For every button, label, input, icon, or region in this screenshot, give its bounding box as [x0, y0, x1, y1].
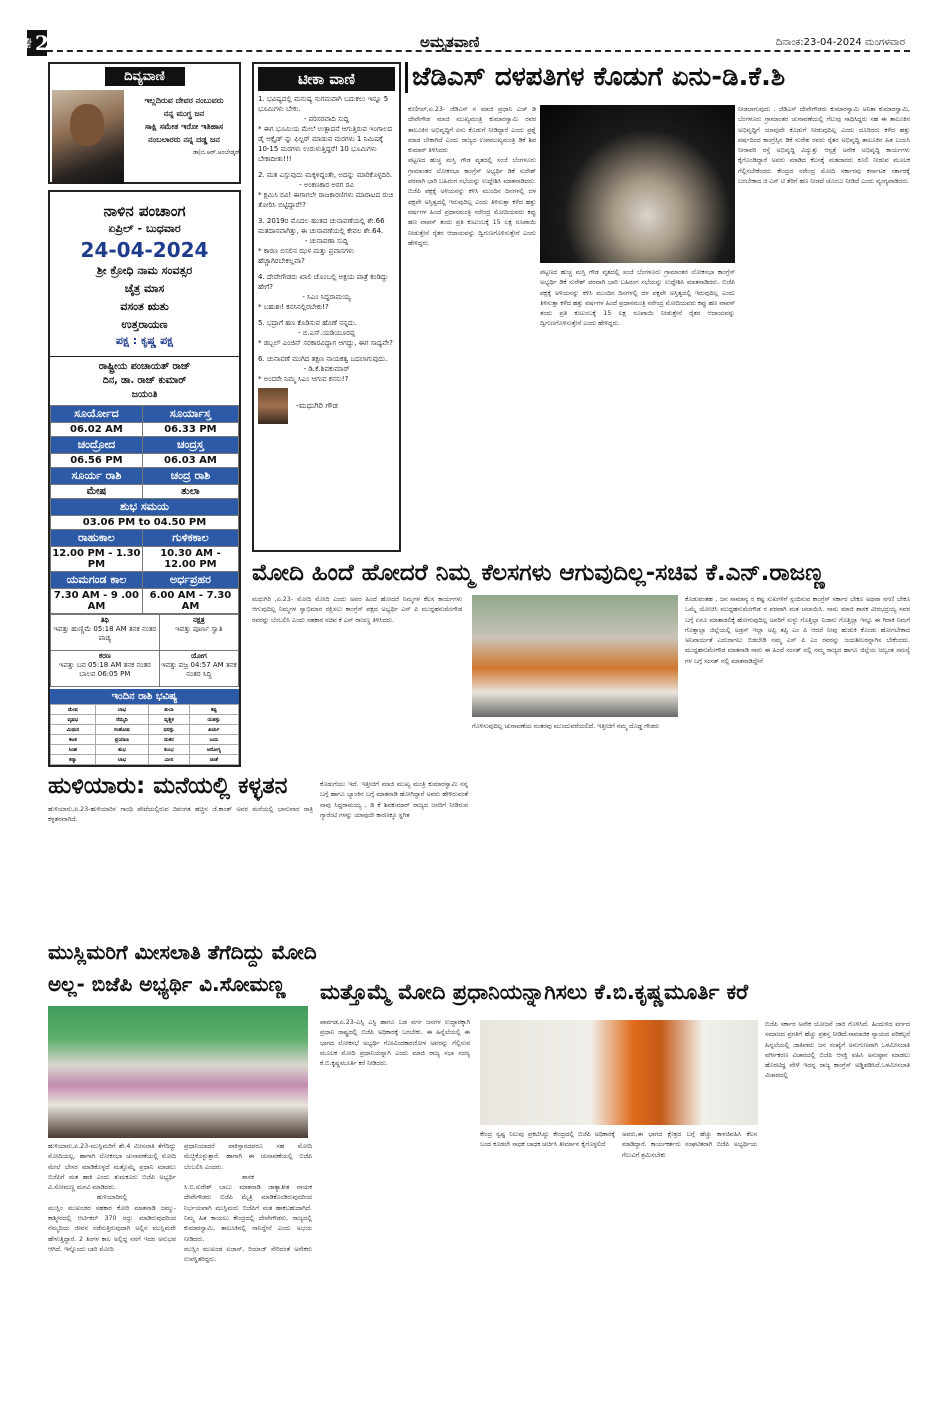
article-3-headline: ಹುಳಿಯಾರು: ಮನೆಯಲ್ಲಿ ಕಳ್ಳತನ — [48, 773, 288, 799]
article-2-col-2: ಗೊಳಿಸುವುದಿಲ್ಲ ಚುನಾವಣೆಯ ನಂತರವು ಮುಂದುವರೆಯಲಿದೆ. ಇತ್ತೀಚಿಗೆ ನಮ್ಮ ದೊಡ್ಡ ಗೌಡರು — [472, 723, 660, 730]
quote-line: ನಂಬಲಾರರು ನನ್ನ ದಡ್ಡ ಜನ — [148, 135, 220, 144]
rasi-cell: ನೆಮ್ಮದಿ — [95, 715, 148, 725]
article-1-headline: ಜೆಡಿಎಸ್ ದಳಪತಿಗಳ ಕೊಡುಗೆ ಏನು-ಡಿ.ಕೆ.ಶಿ — [405, 62, 785, 93]
moonset-value: 06.03 AM — [142, 454, 238, 468]
rajanna-rally-photo — [472, 595, 678, 717]
karana-label: ಕರಣ — [98, 652, 111, 660]
panchanga-ayana: ಉತ್ತರಾಯಣ — [121, 318, 168, 331]
krishnamurthy-felicitation-photo — [480, 1020, 758, 1125]
rasi-table — [50, 704, 239, 765]
panchanga-table — [50, 405, 239, 614]
quote-line: ನನ್ನ ಮುಗ್ಧ ಜನ — [163, 109, 205, 118]
rasi-cell: ಧನಸ್ಸು — [149, 725, 190, 735]
tika-quote: 6. ಚುನಾವಣೆ ಮುಗಿದ ತಕ್ಷಣ ನಾಯಕತ್ವ ಬದಲಾಗುವುದು. — [258, 355, 388, 363]
karana-cell — [51, 651, 160, 687]
rasi-cell: ಕಷ್ಟ — [189, 705, 238, 715]
subheading: ಹುಳಿಯಾರಿನಲ್ಲಿ — [96, 1194, 128, 1202]
quote-author: ಡಾ|ಬಿ.ಆರ್.ಅಂಬೇಡ್ಕರ್ — [192, 149, 240, 156]
rasi-cell: ಆರೋಗ್ಯ — [189, 745, 238, 755]
tika-comment: * ಕ್ಷಮಿಸಿ ರವಿ! ಈಗಾಗಲೇ ರಾಜಕಾರಣಿಗಳು ಮಾರಾಟದ ರುಚಿ ತೋರಿಸಿ ಬಿಟ್ಟಿದ್ದಾರೆ!? — [258, 191, 394, 209]
rasi-cell: ತುಲಾ — [149, 705, 190, 715]
nakshatra-cell — [159, 615, 238, 651]
tika-attribution: - ಬಿ.ಎಸ್.ಯಡಿಯೂರಪ್ಪ — [298, 329, 355, 337]
tika-quote: 5. ಭದ್ರಾಗೆ ಹಣ ಕೊಡಿಸುವ ಹೊಣೆ ನನ್ನದು. — [258, 319, 357, 327]
paragraph: ಪ್ರಧಾನಿಯಾದರೆ ಪಾಕಿಸ್ತಾನದವರೂ ಸಹ ಮೋದಿ ಮೆಚ್ಚಿಕೊಳ್ಳುತ್ತಾರೆ. ಹಾಗಾಗಿ ಈ ಚುನಾವಣೆಯಲ್ಲಿ ಬಿಜೆಪಿ ಬೆಂಬಲಿಸಿ ಎಂದರು. — [184, 1143, 312, 1171]
special-line: ರಾಷ್ಟ್ರೀಯ ಪಂಚಾಯತ್ ರಾಜ್ — [98, 361, 191, 372]
special-line: ಜಯಂತಿ — [131, 389, 158, 400]
article-4-col-2 — [184, 1142, 312, 1412]
dk-shivakumar-photo — [540, 105, 735, 263]
yoga-value: ಇವತ್ತು ವಜ್ರ 04:57 AM ತನಕ ನಂತರ ಸಿದ್ಧಿ — [160, 661, 237, 678]
yoga-cell — [159, 651, 238, 687]
paragraph: ಹುಳಿಯಾರು,ಏ.23-ಮುಸ್ಲಿಮರಿಗೆ ಶೇ.4 ಮೀಸಲಾತಿ ತೆಗೆದಿದ್ದು ಮೋದಿಯಲ್ಲ. ಹಾಗಾಗಿ ಲೋಕಸಭಾ ಚುನಾವಣೆಯಲ್ಲಿ ಮೋದಿ ಮೇಲೆ ಬೇಸರ ಮಾಡಿಕೊಳ್ಳದೆ ಮತ್ತೊಮ್ಮೆ ಪ್ರಧಾನಿ ಮಾಡಲು ಬಿಜೆಪಿಗೆ ಮತ ಹಾಕಿ ಎಂದು ತುಮಕೂರು ಬಿಜೆಪಿ ಅಭ್ಯರ್ಥಿ ವಿ.ಸೋಮಣ್ಣ ಮನವಿ ಮಾಡಿದರು. — [48, 1143, 176, 1192]
article-5-headline: ಮತ್ತೊಮ್ಮೆ ಮೋದಿ ಪ್ರಧಾನಿಯನ್ನಾಗಿಸಲು ಕೆ.ಬಿ.ಕೃಷ್ಣಮೂರ್ತಿ ಕರೆ — [320, 980, 749, 1004]
chandra-rashi-value: ತುಲಾ — [142, 485, 238, 499]
quote-line: ಸಾಕ್ಷಿ ಸಮೇತ ಇರೋ ಇತಿಹಾಸ — [144, 122, 224, 131]
article-2-col-3: ಕೊಡುವಂತಹ , ಜನ ಸಾಮಾನ್ಯ ರ ಕಷ್ಟ ಸುಖಗಳಿಗೆ ಸ್ಪಂದಿಸುವ ಕಾಂಗ್ರೆಸ್ ಸರ್ಕಾರ ಬೇಕೂ ಅಥವಾ ಸಗಣಿ ಬೇಕೂ ಒಮ್ಮೆ ಯೋಚಿಸಿ ಮುದ್ದಹನುಮೇಗೌಡ ರ ಪರವಾಗಿ ಮತ ಚಲಾಯಿಸಿ. ನಾನು ಮಾಜಿ ಶಾಸಕ ವೀರಭದ್ರಯ್ಯ ನವರ ಬಗ್ಗೆ ಏನೂ ಮಾತಾಡಲಿಕ್ಕೆ ಹೋಗುವುದಿಲ್ಲ ಅವರಿಗೆ ಸುಳ್ಳು ಗೊತ್ತಿಲ್ಲಾ ನಿಜಾನು ಗೊತ್ತಿಲ್ಲಾ ಇನ್ನೂ ಈ ಗಿರಾಕಿ ನಿಮಗೆ ಗೊತ್ತಾಲ್ಲಾ ಜಿಲ್ಲೆಯಲ್ಲಿ ಅಡ್ರಸ್ ಇಲ್ಲಾ ಅಪ್ಪಿ ತಪ್ಪಿ ಎಂ ಪಿ ಆದರೆ ನೀವು ಹುಡುಕಿ ಕೊಂಡು ಹೋಗಬೇಕಾದ ಅನಿವಾರ್ಯತೆ ಎದುರಾಗಲು ಬಿಡಬೇಡಿ ನಮ್ಮ ಎಸ್ ಪಿ ಎಂ ರವರನ್ನು ಜಯಶೀಲರನ್ನಾಗಿಸ ಬೇಕೆಂದರು. ಮುದ್ದಹನುಮೇಗೌಡ ಮಾತನಾಡಿ ನಾನು ಈ ಹಿಂದೆ ಸಂಸತ್ ನಲ್ಲಿ ನಮ್ಮ ರಾಜ್ಯದ ಹಾಗೂ ಜಿಲ್ಲೆಯ ಜಲ್ವಂತ ಸಮಸ್ಯೆ ಗಳ ಬಗ್ಗೆ ಸಂಸತ್ ನಲ್ಲಿ ಮಾತನಾಡಿದ್ದೇನೆ — [685, 596, 910, 665]
surya-rashi-value: ಮೇಷ — [51, 485, 143, 499]
page-number: 2 — [35, 31, 49, 55]
article-5-col-4: ಬಿಜೆಪಿ ಸರ್ಕಾರ ಅನೇಕ ಯೋಜನೆ ಜಾರಿ ಗೊಳಿಸಿದೆ. ಹಿಂದುಳಿದ ವರ್ಗದ ಸಮಾಜದ ಪ್ರಗತಿಗೆ ಹೆಚ್ಚು ಪ್ರಶಸ್ತ ನೀಡಿದೆ.ಸಾಮಾಜಿಕ ನ್ಯಾಯದ ಪರಿಕಲ್ಪನೆ ಹಿನ್ನಲೆಯಲ್ಲಿ ಜಾತಿವಾರು ಜನ ಸಂಖ್ಯೆಗೆ ಅನುಗುಣವಾಗಿ ಒಳಮೀಸಲಾತಿ ವರ್ಗೀಕರಣ ವಿಚಾರದಲ್ಲಿ ಬಿಜೆಪಿ ಆಸಕ್ತಿ ವಹಿಸಿ ಅನುಷ್ಠಾನ ಮಾಡಲು ಹೊರಟಿದ್ದ ವೇಳೆ ಇದನ್ನ ರಾಜ್ಯ ಕಾಂಗ್ರೆಸ್ ಅಡ್ಡಿಪಡಿಸಿದೆ.ಒಳಮೀಸಲಾತಿ ವಿಚಾರದಲ್ಲಿ — [765, 1021, 910, 1080]
rasi-row — [51, 705, 239, 715]
sunrise-label: ಸೂರ್ಯೋದ — [51, 406, 143, 423]
masthead: ಅಮೃತವಾಣಿ — [420, 33, 480, 51]
rasi-cell: ಕಟಕ — [51, 735, 96, 745]
rasi-cell: ಖರ್ಚು — [189, 725, 238, 735]
rasi-cell: ಮೀನ — [149, 755, 190, 765]
rasi-cell: ಶುಭ — [95, 745, 148, 755]
yama-label: ಯಮಗಂಡ ಕಾಲ — [51, 572, 143, 589]
left-column — [48, 62, 241, 767]
issue-date: ದಿನಾಂಕ:23-04-2024 ಮಂಗಳವಾರ — [775, 37, 905, 48]
article-3-body: ಹುಳಿಯಾರು,ಏ.23-ಹುಳಿಯಾರಿನ ಗಾಂಧಿ ಪೇಟೆಯಲ್ಲಿರುವ ದಿವಂಗತ ಹಚ್ಚಿನ ಜೆ.ಕಾಂತ್ ಅವರ ಮನೆಯಲ್ಲಿ ಭಾನುವಾರ ರಾತ್ರಿ ಕಳ್ಳತನವಾಗಿದೆ. — [48, 806, 313, 824]
ambedkar-portrait — [52, 90, 124, 184]
tika-comment: * ಕಾರಣ ಬಿಸಲಿನ ಝಳ ಮತ್ತು ಪ್ರವಾಸಗಳು ಹೆಚ್ಚಾಗಿರಬೇಕಲ್ಲವಾ? — [258, 247, 354, 265]
paragraph: ಕುಣಿಗಲ್,ಏ.23- ಜೆಡಿಎಸ್ ನ ಮಾಜಿ ಪ್ರಧಾನಿ ಎಚ್ ಡಿ ದೇವೇಗೌಡ ಮಾಜಿ ಮುಖ್ಯಮಂತ್ರಿ ಕುಮಾರಸ್ವಾಮಿ ರವರ ತಾಲೂಕಿನ ಅಭಿವೃದ್ಧಿಗೆ ಏನು ಕೊಡುಗೆ ನೀಡಿದ್ದಾರೆ ಎಂದು ಪ್ರಶ್ನೆ ಮಾಡ ಬೇಕಾಗಿದೆ ಎಂದು ರಾಜ್ಯದ ಉಪಮುಖ್ಯಮಂತ್ರಿ ಡಿಕೆ ಶಿವ ಕುಮಾರ್ ತಿಳಿಸಿದರು — [408, 106, 536, 155]
rasi-cell: ವೃಷಭ — [51, 715, 96, 725]
somanna-group-photo — [48, 1006, 308, 1138]
tithi-label: ತಿಥಿ — [100, 616, 109, 624]
tika-attribution: - ಡಿ.ಕೆ.ಶಿವಕುಮಾರ್ — [303, 365, 350, 373]
panchanga-title: ನಾಳಿನ ಪಂಚಾಂಗ — [103, 202, 186, 220]
article-5-col-1: ಪಾವಗಡ,ಏ.23-ಎಸ್ಸಿ ಎಸ್ಟಿ ಹಾಗೂ ಬಡ ವರ್ಗ ಜನಗಳ ಉದ್ಧಾರಕ್ಕಾಗಿ ಪ್ರಧಾನಿ ರಾಷ್ಟ್ರದಲ್ಲಿ ಬಿಜೆಪಿ ಅಧಿಕಾರಕ್ಕೆ ಬರಬೇಕು. ಈ ಹಿನ್ನೆಲೆಯಲ್ಲಿ ಈ ಭಾಗದ ಲೋಕಸಭೆ ಅಭ್ಯರ್ಥಿ ಗೋವಿಂದಕಾರಜೋಳ ಅವರನ್ನು ಗೆಲ್ಲಿಸುವ ಮೂಲಕ ಮೋದಿ ಪ್ರಧಾನಿಯನ್ನಾಗಿ ಎಂದು ಮಾಜಿ ರಾಜ್ಯ ಸಭಾ ಸದಸ್ಯ ಕೆ.ಬಿ.ಕೃಷ್ಣಮೂರ್ತಿ ಕರೆ ನೀಡಿದರು. — [320, 1019, 470, 1068]
tika-quote: 4. ದೇವೇಗೌಡರು ಖಾಲಿ ಚೊಂಬಲ್ಲಿ ಅಕ್ಷಯ ಪಾತ್ರೆ ಕಂಡಿದ್ದು ಹೇಗೆ? — [258, 273, 389, 291]
author-name: -ಮಧುಗಿರಿ ಗೌಡ — [296, 401, 338, 410]
tithi-value: ಇವತ್ತು ಹುಣ್ಣಿಮೆ 05:18 AM ತನಕ ನಂತರ ಪಾಡ್ಯ — [53, 625, 157, 642]
tika-items — [254, 94, 399, 384]
gulika-value: 10.30 AM - 12.00 PM — [142, 547, 238, 572]
rasi-cell: ಮೇಷ — [51, 705, 96, 715]
rasi-cell: ಲಾಭ — [95, 705, 148, 715]
rasi-cell: ಜಯ — [189, 735, 238, 745]
article-1-col-1 — [408, 105, 536, 550]
special-line: ದಿನ, ಡಾ. ರಾಜ್ ಕುಮಾರ್ — [102, 375, 187, 386]
tithi-table — [50, 614, 239, 687]
paragraph: ಮುಸ್ಲಿಂ ಮುಖಂಡರ ಸಹಕಾರ ಕೋರಿ ಮಾತನಾಡಿ ಜಮ್ಮು-ಕಾಶ್ಮೀರದಲ್ಲಿ ಆರ್ಟಿಕಲ್ 370 ರದ್ದು ಮಾಡಿರುವುದರಿಂದ ನೆಮ್ಮದಿಯ ಜೀವನ ನಡೆಸುತ್ತಿರುವುದಾಗಿ ಅಲ್ಲಿನ ಮುಸ್ಲಿಮರೇ ಹೇಳುತ್ತಿದ್ದಾರೆ. 2 ತಿಂಗಳ ಕಾಲ ಅಲ್ಲಿದ್ದ ನನಗೆ ಇದರ ಅನುಭವ ಆಗಿದೆ. ಇನ್ನೊಂದು ಬಾರಿ ಮೋದಿ — [48, 1204, 176, 1253]
ardha-value: 6.00 AM - 7.30 AM — [142, 589, 238, 614]
panchanga-date: 24-04-2024 — [80, 238, 209, 262]
article-5-col-2: ಕೇಂದ್ರ ಸ್ವಷ್ಟ ನಿಲುವು ಪ್ರಕಟಿಸಿದ್ದು ಕೇಂದ್ರದಲ್ಲಿ ಬಿಜೆಪಿ ಅಧಿಕಾರಕ್ಕೆ ಬಂದ ಕೂಡಲೇ ಸಾಧಕ ಬಾಧಕ ಚರ್ಚಿಸಿ ತೀರ್ಮಾನ ಕೈಗೊಳ್ಳಲಿದೆ — [480, 1131, 615, 1149]
tika-quote: 2. ಮತ ಎಸ್ಸುವುದು ಮಕ್ಕಳಿದ್ದಂತೇ, ಅದನ್ನು ಮಾರಿಕೊಳ್ಳದಿರಿ. — [258, 171, 393, 179]
special-day — [50, 356, 239, 405]
panchanga-samvatsara: ಶ್ರೀ ಕ್ರೋಧಿ ನಾಮ ಸಂವತ್ಸರ — [96, 264, 193, 277]
tithi-cell — [51, 615, 160, 651]
article-4-headline-2: ಅಲ್ಲ- ಬಿಜೆಪಿ ಅಭ್ಯರ್ಥಿ ವಿ.ಸೋಮಣ್ಣ — [48, 972, 286, 996]
article-2-col-mid: ಕೊಡುಗೆಯು ಇದೆ. ಇತ್ತೀಚಿಗೆ ಮಾಜಿ ಮುಖ್ಯ ಮಂತ್ರಿ ಕುಮಾರಸ್ವಾಮಿ ನನ್ನ ಬಗ್ಗೆ ಹಾಗೂ ಬ್ಯಾಂಕಿನ ಬಗ್ಗೆ ಮಾತನಾಡಿ ಹೋಗಿದ್ದಾರೆ ಅವರು ಹೇಳಿರುವಂತೆ ನಾವು ಸಿದ್ದರಾಮಯ್ಯ , ಡಿ ಕೆ ಶಿವಕುಮಾರ್ ರಾಜ್ಯದ ಜನರಿಗೆ ನೀಡಿರುವ ಗ್ಯಾರೆಂಟಿ ಗಳನ್ನು ಯಾವುದೇ ಕಾರಣಕ್ಕೂ ಸ್ಥಗಿತ — [320, 781, 468, 819]
karana-value: ಇವತ್ತು ಬವ 05:18 AM ತನಕ ನಂತರ ಬಾಲವ 06:05 PM — [58, 661, 151, 678]
article-4-headline-1: ಮುಸ್ಲಿಮರಿಗೆ ಮೀಸಲಾತಿ ತೆಗೆದಿದ್ದು ಮೋದಿ — [48, 940, 317, 964]
rasi-row — [51, 755, 239, 765]
rasi-row — [51, 715, 239, 725]
gulika-label: ಗುಳಿಕಕಾಲ — [142, 530, 238, 547]
tika-attribution: - ಸಿಎಂ ಸಿದ್ದರಾಮಯ್ಯ — [302, 293, 351, 301]
article-2-headline: ಮೋದಿ ಹಿಂದೆ ಹೋದರೆ ನಿಮ್ಮ ಕೆಲಸಗಳು ಆಗುವುದಿಲ್ಲ-ಸಚಿವ ಕೆ.ಎನ್.ರಾಜಣ್ಣ — [252, 560, 825, 586]
rasi-cell: ಮಕರ — [149, 735, 190, 745]
rasi-row — [51, 745, 239, 755]
rasi-cell: ಮಿಥುನ — [51, 725, 96, 735]
moonrise-label: ಚಂದ್ರೋದ — [51, 437, 143, 454]
rasi-cell: ಕುಂಭ — [149, 745, 190, 755]
tika-comment: * ಅಂದರೇ ನಿಮ್ಮ ಸಿಎಂ ಆಗುವ ಕನಸು!? — [258, 375, 349, 383]
page-label: ಪುಟ — [25, 37, 35, 49]
divyavani-quote — [128, 94, 240, 159]
moonrise-value: 06.56 PM — [51, 454, 143, 468]
tika-attribution: - ಚುನಾವಣಾ ಸುದ್ದಿ — [304, 237, 349, 245]
panchanga-month-day: ಏಪ್ರಿಲ್ - ಬುಧವಾರ — [108, 222, 181, 235]
article-1-col-2: ಪಟ್ಟಣದ ಹುಚ್ಚ ಮಸ್ತಿ ಗೌಡ ವೃತದಲ್ಲಿ ಸಂಜೆ ಬೆಂಗಳೂರು ಗ್ರಾಮಾಂತರ ಲೋಕಸಭಾ ಕಾಂಗ್ರೆಸ್ ಅಭ್ಯರ್ಥಿ ಡಿಕೆ ಸುರೇಶ್ ಪರವಾಗಿ ಭಾರಿ ಬಹಿರಂಗ ಸಭೆಯನ್ನು ಉದ್ದೇಶಿಸಿ ಮಾತನಾಡಿದರು. ಬಿಜೆಪಿ ಪಕ್ಷಕ್ಕೆ ಅಳಿಯನನ್ನು ಕಳಿಸಿ ಮುಂದಿನ ದಿನಗಳಲ್ಲಿ ದಳ ಪಕ್ಷವೇ ಅಸ್ತಿತ್ವದಲ್ಲಿ ಇರುವುದಿಲ್ಲ ಎಂದು ತಿಳಿಸುತ್ತಾ ಕಳೆದ ಹತ್ತು ವರ್ಷಗಳ ಹಿಂದೆ ಪ್ರಧಾನಮಂತ್ರಿ ನರೇಂದ್ರ ಮೋದಿಯವರು ಕಪ್ಪು ಹಣ ವಾಪಸ್ ತಂದು ಪ್ರತಿ ಕುಟುಂಬಕ್ಕೆ 15 ಲಕ್ಷ ರೂಪಾಯಿ ನೀಡುತ್ತೇನೆ ರೈತರ ಆದಾಯವನ್ನು ದ್ವಿಗುಣಗೊಳಿಸುತ್ತೇನೆ ಎಂದು ಹೇಳಿದ್ದರು. — [540, 269, 735, 328]
tika-comment: * ಬಹುಶಃ! ಕನಸಿನಲ್ಲಿರಬೇಕು!? — [258, 303, 329, 311]
tika-attribution: - ಅಂಕಣಕಾರ ಅರಗ ರವಿ — [299, 181, 354, 189]
article-2-col-1: ಮಧುಗಿರಿ ,ಏ.23- ಮೋದಿ ಮೋದಿ ಎಂದು ಅವರ ಹಿಂದೆ ಹೋದರೆ ನಿಮ್ಮಗಳ ಕೆಲಸ ಕಾರ್ಯಗಳು ಆಗುವುದಿಲ್ಲ ನಿಮ್ಮಗಳ ಸ್ವಾಭಿಮಾನ ರಕ್ಷಿಸಲು ಕಾಂಗ್ರೆಸ್ ಪಕ್ಷದ ಅಭ್ಯರ್ಥಿ ಎಸ್ ಪಿ ಮುದ್ದಹನುಮೇಗೌಡ ರವರನ್ನು ಬೆಂಬಲಿಸಿ ಎಂದು ಸಹಕಾರ ಸಚಿವ ಕೆ ಎನ್ ರಾಜಣ್ಣ ತಿಳಿಸಿದರು. — [252, 596, 462, 624]
paragraph: ಮುಸ್ಲಿಂ ಮುಖಂಡ ಏಜಾಸ್, ರಿಯಾಜ್ ಸೇರಿದಂತೆ ಅನೇಕರು ಉಪಸ್ಥಿತರಿದ್ದರು. — [184, 1245, 312, 1264]
shubha-value: 03.06 PM to 04.50 PM — [51, 516, 239, 530]
page-number-box — [27, 30, 47, 56]
rasi-title: ಇಂದಿನ ರಾಶಿ ಭವಿಷ್ಯ — [50, 689, 239, 704]
tika-quote: 1. ಭವಿಷ್ಯದಲ್ಲಿ ಮನುಷ್ಯ ಸುಗಮವಾಗಿ ಬದುಕಲು ಇನ್ನೂ 5 ಭೂಮಿಗಳು ಬೇಕು. — [258, 95, 389, 113]
nakshatra-value: ಇವತ್ತು ಪೂರ್ಣ ಸ್ವಾತಿ — [175, 625, 223, 633]
rasi-cell: ಲಾಭ — [95, 755, 148, 765]
rasi-cell: ವೃಶ್ಚಿಕ — [149, 715, 190, 725]
article-4-col-1 — [48, 1142, 176, 1412]
rasi-row — [51, 735, 239, 745]
tika-comment: * ಡಬ್ಬಲ್ ಎಂಜಿನ್ ಸರಕಾರವಿದ್ದಾಗ ಆಗದ್ದು, ಈಗ ಸಾಧ್ಯವೇ? — [258, 339, 393, 347]
rasi-cell: ಪ್ರಯಾಣ — [95, 735, 148, 745]
paragraph: ಸಿ.ಬಿ.ಸುರೇಶ್ ಬಾಬು ಮಾತನಾಡಿ ಜಾತ್ಯಾತೀತ ನಾಯಕ ದೇವೇಗೌಡರು ಬಿಜೆಪಿ ಮೈತ್ರಿ ಮಾಡಿಕೊಂಡಿರುವುದರಿಂದ ನಿರ್ಭಯವಾಗಿ ಮುಸ್ಲಿಮರು ಬಿಜೆಪಿಗೆ ಮತ ಹಾಕಬಹುದಾಗಿದೆ. ನಿಮ್ಮ ಹಿತ ಕಾಯಲು ಕೇಂದ್ರದಲ್ಲಿ ದೇವೇಗೌಡರು, ರಾಜ್ಯದಲ್ಲಿ ಕುಮಾರಸ್ವಾಮಿ, ತಾಲೂಕಿನಲ್ಲಿ ನಾನಿದ್ದೇನೆ ಎಂದು ಅಭಯ ನೀಡಿದರು. — [184, 1184, 312, 1243]
nakshatra-label: ನಕ್ಷತ್ರ — [192, 616, 205, 624]
panchanga-rutu: ವಸಂತ ಋತು — [120, 300, 169, 313]
rasi-cell: ಸಿಂಹ — [51, 745, 96, 755]
article-1-col-3: ನೀಡಲಾಗುವುದು . ಜೆಡಿಎಸ್ ದೇವೇಗೌಡರು ಕುಮಾರಸ್ವಾಮಿ ಅನಿತಾ ಕುಮಾರಸ್ವಾಮಿ, ಬೆಂಗಳೂರು ಗ್ರಾಮಾಂತರ ಚುನಾವಣೆಯಲ್ಲಿ ಗೆಲುವು ಸಾಧಿಸಿದ್ದರು ಸಹ ಈ ತಾಲೂಕಿನ ಅಭಿವೃದ್ಧಿಗೆ ಯಾವುದೇ ಕೊಡುಗೆ ನೀಡುವುದಿಲ್ಲ ಎಂದು ದೂರಿದರು ಕಳೆದ ಹತ್ತು ವರ್ಷದಿಂದ ಕಾಂಗ್ರೆಸ್ಸಿನ ಡಿಕೆ ಸುರೇಶ ರವರು ರೈತರ ಅಭಿವೃದ್ಧಿ ತಾಲೂಕಿನ ಹಿತ ಬಯಸಿ ನೀರಾವರಿ ರಸ್ತೆ ಅಭಿವೃದ್ಧಿ ವಿದ್ಯುತ್ತು ಆಸ್ಪತ್ರೆ ಅನೇಕ ಅಭಿವೃದ್ಧಿ ಕಾರ್ಯಗಳು ಕೈಗೊಂಡಿದ್ದಾರೆ ಅವರು ಮಾಡಿದ ಕೆಲಸಕ್ಕೆ ಮತದಾರರು ಕೂಲಿ ನೀಡುವ ಮೂಲಕ ಗೆಲ್ಲಿಸಬೇಕೆಂದರು ಕೇಂದ್ರದ ನರೇಂದ್ರ ಮೋದಿ ಸರ್ಕಾರವು ಕರ್ನಾಟಕ ಸರ್ಕಾರಕ್ಕೆ ಬರಬೇಕಾದ ಜಿ ಎಸ್ ಟಿ ತೆರಿಗೆ ಹಣ ನೀಡದೆ ಚೊಂಬು ನೀಡಿದೆ ಎಂದು ವ್ಯಂಗ್ಯವಾಡಿದರು. — [738, 106, 910, 186]
shubha-label: ಶುಭ ಸಮಯ — [51, 499, 239, 516]
subheading: ಶಾಸಕ — [242, 1173, 254, 1181]
panchanga-paksha: ಪಕ್ಷ : ಕೃಷ್ಣ ಪಕ್ಷ — [115, 334, 174, 347]
tika-vani-title: ಟೀಕಾ ವಾಣಿ — [258, 67, 395, 91]
panchanga-masa: ಚೈತ್ರ ಮಾಸ — [124, 282, 165, 295]
tika-attribution: - ಪರಿಸರವಾದಿ ಸುದ್ದಿ — [303, 115, 350, 123]
sunset-label: ಸೂರ್ಯಾಸ್ತ — [142, 406, 238, 423]
divyavani-title: ದಿವ್ಯವಾಣಿ — [105, 67, 185, 86]
rasi-cell: ಯಶಸ್ಸು — [189, 715, 238, 725]
moonset-label: ಚಂದ್ರಸ್ತ — [142, 437, 238, 454]
rahu-label: ರಾಹುಕಾಲ — [51, 530, 143, 547]
quote-line: ಇಲ್ಲದಿರುವ ದೇವರ ನಂಬುವರು — [144, 96, 224, 105]
tika-comment: * ಈಗ ಭೂಮಿಯ ಮೇಲೆ ಉತ್ಪಾದನೆ ಆಗುತ್ತಿರುವ ಇಂಗಾಲದ ಡೈ ಆಕ್ಸೈಡ್ ನ್ನು ಫಿಲ್ಟರ್ ಮಾಡುವ ಮರಗಳು 1 ನಿಮಿಷಕ್ಕೆ 10-15 ಮರಗಳು ಉರುಳುತ್ತಿದ್ದರೆ! 10 ಭೂಮಿಗಳು ಬೇಕಾದೀತು!!! — [258, 125, 393, 163]
yoga-label: ಯೋಗ — [190, 652, 207, 660]
sunset-value: 06.33 PM — [142, 423, 238, 437]
rasi-cell: ಕನ್ಯಾ — [51, 755, 96, 765]
yama-value: 7.30 AM - 9 .00 AM — [51, 589, 143, 614]
article-5-col-3: ಅವರು,ಈ ಭಾಗದ ಕ್ಷೇತ್ರದ ಬಗ್ಗೆ ಹೆಚ್ಚು ಕಾಳಜಿವಹಿಸಿ ಕೆಲಸ ಮಾಡಿದ್ದಾರೆ. ಕಾರ್ಯಕರ್ತರು ಸಂಘಟಿತರಾಗಿ ಬಿಜೆಪಿ ಅಭ್ಯರ್ಥಿಯ ಗೆಲುವಿಗೆ ಶ್ರಮಿಸಬೇಕು — [622, 1131, 757, 1159]
surya-rashi-label: ಸೂರ್ಯ ರಾಶಿ — [51, 468, 143, 485]
author-photo — [258, 388, 288, 424]
tika-author — [254, 384, 399, 428]
tika-vani-box — [252, 62, 401, 552]
sunrise-value: 06.02 AM — [51, 423, 143, 437]
rasi-cell: ಸಂತೋಷ — [95, 725, 148, 735]
divyavani-box — [48, 62, 241, 184]
chandra-rashi-label: ಚಂದ್ರ ರಾಶಿ — [142, 468, 238, 485]
rasi-cell: ಚಿಂತೆ — [189, 755, 238, 765]
paragraph: ಪಟ್ಟಣದ ಹುಚ್ಚ ಮಸ್ತಿ ಗೌಡ ವೃತದಲ್ಲಿ ಸಂಜೆ ಬೆಂಗಳೂರು ಗ್ರಾಮಾಂತರ ಲೋಕಸಭಾ ಕಾಂಗ್ರೆಸ್ ಅಭ್ಯರ್ಥಿ ಡಿಕೆ ಸುರೇಶ್ ಪರವಾಗಿ ಭಾರಿ ಬಹಿರಂಗ ಸಭೆಯನ್ನು ಉದ್ದೇಶಿಸಿ ಮಾತನಾಡಿದರು. ಬಿಜೆಪಿ ಪಕ್ಷಕ್ಕೆ ಅಳಿಯನನ್ನು ಕಳಿಸಿ ಮುಂದಿನ ದಿನಗಳಲ್ಲಿ ದಳ ಪಕ್ಷವೇ ಅಸ್ತಿತ್ವದಲ್ಲಿ ಇರುವುದಿಲ್ಲ ಎಂದು ತಿಳಿಸುತ್ತಾ ಕಳೆದ ಹತ್ತು ವರ್ಷಗಳ ಹಿಂದೆ ಪ್ರಧಾನಮಂತ್ರಿ ನರೇಂದ್ರ ಮೋದಿಯವರು ಕಪ್ಪು ಹಣ ವಾಪಸ್ ತಂದು ಪ್ರತಿ ಕುಟುಂಬಕ್ಕೆ 15 ಲಕ್ಷ ರೂಪಾಯಿ ನೀಡುತ್ತೇನೆ ರೈತರ ಆದಾಯವನ್ನು ದ್ವಿಗುಣಗೊಳಿಸುತ್ತೇನೆ ಎಂದು ಹೇಳಿದ್ದರು. — [408, 157, 536, 247]
rasi-row — [51, 725, 239, 735]
panchanga-box — [48, 190, 241, 767]
tika-quote: 3. 2019ರ ಮೊದಲ ಹಂತದ ಚುನಾವಣೆಯಲ್ಲಿ ಶೇ.66 ಮತದಾನವಾಗಿತ್ತು, ಈ ಚುನಾವಣೆಯಲ್ಲಿ ಕೇವಲ ಶೇ.64. — [258, 217, 385, 235]
rahu-value: 12.00 PM - 1.30 PM — [52, 548, 141, 570]
ardha-label: ಅರ್ಧಪ್ರಹರ — [142, 572, 238, 589]
